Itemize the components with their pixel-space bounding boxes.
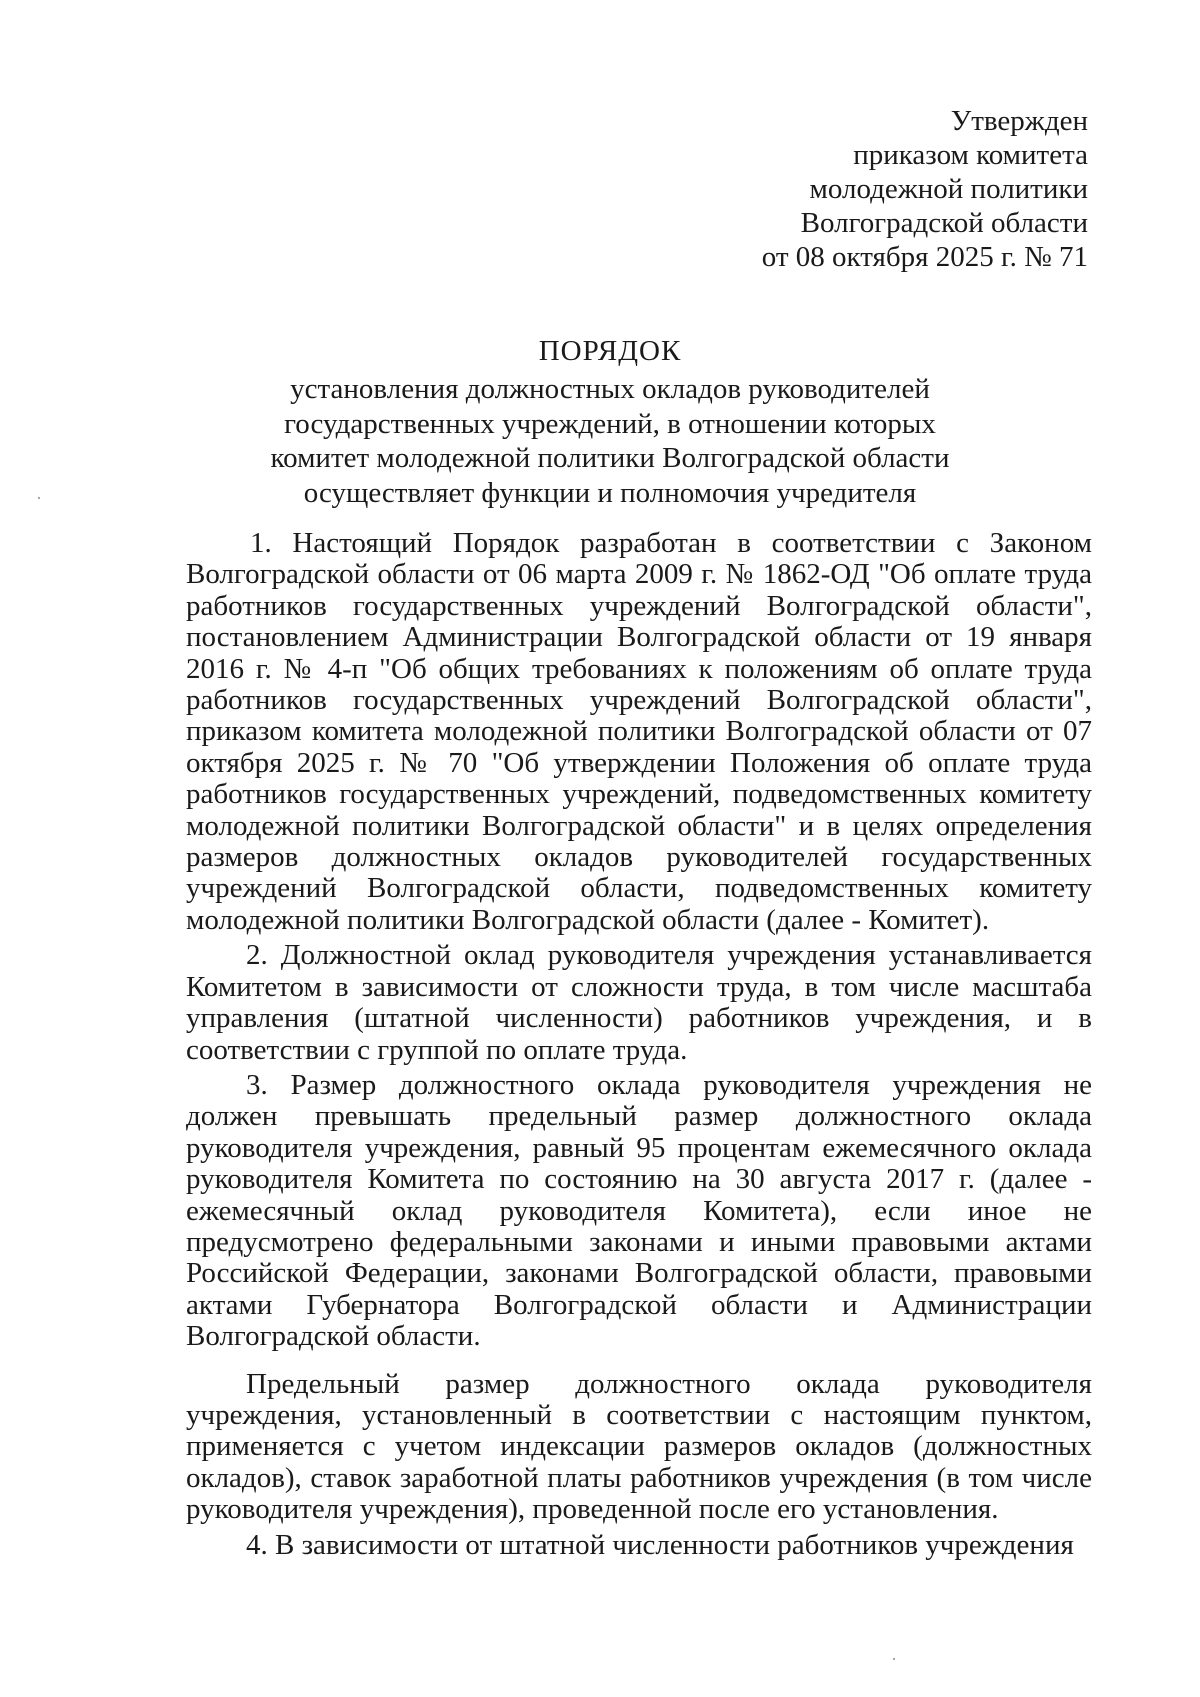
subtitle-line: установления должностных окладов руководителей (290, 373, 930, 405)
approval-stamp (762, 104, 1088, 274)
scan-speck (893, 1658, 895, 1660)
paragraph-4: 4. В зависимости от штатной численности работников учреждения (246, 1528, 1074, 1561)
subtitle-line: комитет молодежной политики Волгоградской области (270, 442, 950, 474)
paragraph-2: 2. Должностной оклад руководителя учреждения устанавливается Комитетом в зависимости от сложности труда, в том числе масштаба управления (штатной численности) работников учреждения, и в соответствии с группой по оплате труда. (186, 939, 1092, 1066)
approval-line: приказом комитета (853, 139, 1088, 171)
paragraph-3-continued: Предельный размер должностного оклада руководителя учреждения, установленный в соответствии с настоящим пунктом, применяется с учетом индексации размеров окладов (должностных окладов), ставок заработной платы работников учреждения (в том числе руководителя учреждения), проведенной после его установления. (186, 1367, 1092, 1526)
document-heading (180, 334, 1040, 510)
paragraph-3: 3. Размер должностного оклада руководителя учреждения не должен превышать предельный размер должностного оклада руководителя учреждения, равный 95 процентам ежемесячного оклада руководителя Комитета по состоянию на 30 августа 2017 г. (далее - ежемесячный оклад руководителя Комитета), если иное не предусмотрено федеральными законами и иными правовыми актами Российской Федерации, законами Волгоградской области, правовыми актами Губернатора Волгоградской области и Администрации Волгоградской области. (186, 1068, 1092, 1353)
approval-line: Волгоградской области (800, 207, 1088, 239)
paragraph-1: 1. Настоящий Порядок разработан в соответствии с Законом Волгоградской области от 06 марта 2009 г. № 1862-ОД "Об оплате труда работников государственных учреждений Волгоградской области", постановлением Администрации Волгоградской области от 19 января 2016 г. № 4-п "Об общих требованиях к положениям об оплате труда работников государственных учреждений Волгоградской области", приказом комитета молодежной политики Волгоградской области от 07 октября 2025 г. № 70 "Об утверждении Положения об оплате труда работников государственных учреждений, подведомственных комитету молодежной политики Волгоградской области" и в целях определения размеров должностных окладов руководителей государственных учреждений Волгоградской области, подведомственных комитету молодежной политики Волгоградской области (далее - Комитет). (186, 527, 1092, 936)
approval-line: от 08 октября 2025 г. № 71 (761, 241, 1088, 273)
scan-speck (38, 497, 40, 499)
approval-line: молодежной политики (809, 173, 1088, 205)
document-body (186, 528, 1092, 1561)
subtitle-line: осуществляет функции и полномочия учредителя (303, 476, 917, 509)
subtitle-line: государственных учреждений, в отношении которых (284, 407, 936, 440)
approval-line: Утвержден (950, 105, 1088, 137)
document-title: ПОРЯДОК (538, 335, 682, 367)
document-subtitle (180, 372, 1040, 510)
